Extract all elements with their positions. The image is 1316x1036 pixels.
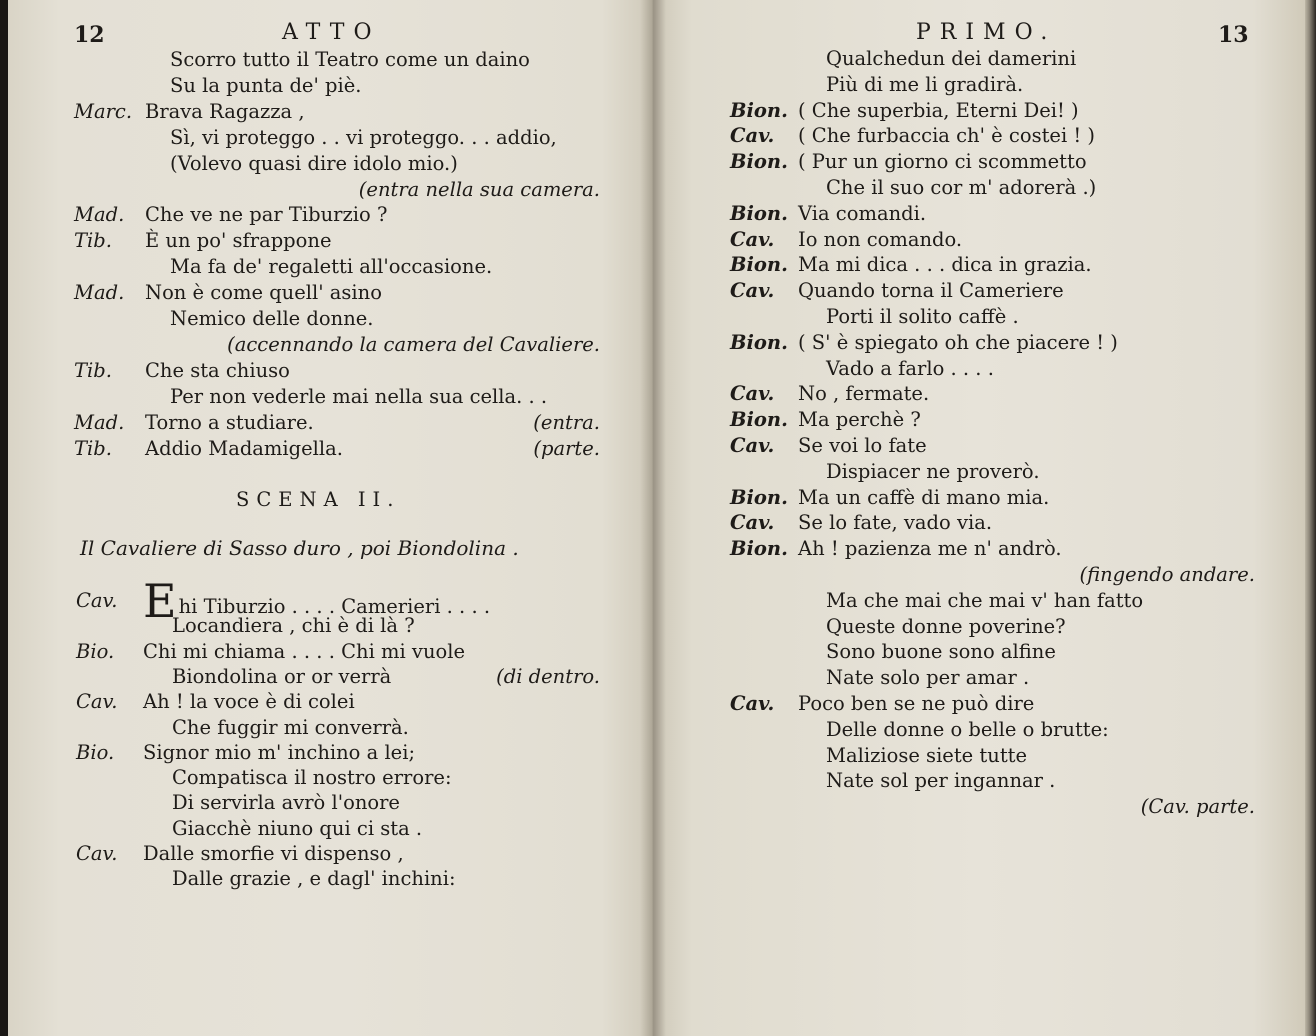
verse-line: Nate sol per ingannar . [826, 769, 1056, 793]
verse-line: Biondolina or or verrà [172, 664, 392, 688]
right-edge [1305, 0, 1316, 1036]
stage-direction: (parte. [533, 436, 600, 460]
verse-line: Dispiacer ne proverò. [826, 459, 1040, 483]
verse-line: Di servirla avrò l'onore [172, 791, 400, 815]
verse-line: Che sta chiuso [145, 358, 290, 382]
verse-line: Porti il solito caffè . [826, 305, 1019, 328]
speaker-label: Bion. [730, 485, 788, 509]
page-number-right: 13 [1218, 22, 1249, 48]
speaker-label: Cav. [730, 382, 775, 406]
verse-line: ( Che superbia, Eterni Dei! ) [798, 98, 1079, 122]
verse-line: È un po' sfrappone [145, 229, 332, 253]
verse-line: Chi mi chiama . . . . Chi mi vuole [143, 639, 466, 663]
speaker-label: Tib. [74, 358, 112, 382]
running-header-right: PRIMO. [916, 20, 1057, 45]
verse-line: Più di me li gradirà. [826, 72, 1024, 96]
verse-line: Qualchedun dei damerini [826, 47, 1077, 70]
stage-direction: (entra nella sua camera. [358, 177, 600, 201]
verse-line: ( S' è spiegato oh che piacere ! ) [798, 330, 1118, 354]
speaker-label: Cav. [730, 124, 775, 148]
verse-line: No , fermate. [798, 382, 930, 406]
speaker-label: Marc. [74, 99, 133, 123]
verse-line: Giacchè niuno qui ci sta . [172, 816, 423, 840]
verse-line: Su la punta de' piè. [170, 73, 362, 97]
speaker-label: Bio. [76, 740, 115, 764]
verse-line: ( Che furbaccia ch' è costei ! ) [798, 124, 1096, 148]
verse-line: Che ve ne par Tiburzio ? [145, 203, 388, 227]
speaker-label: Bion. [730, 408, 788, 432]
speaker-label: Bion. [730, 150, 788, 174]
stage-direction: (fingendo andare. [1079, 563, 1255, 586]
speaker-label: Mad. [74, 281, 125, 305]
verse-line: Per non vederle mai nella sua cella. . . [170, 384, 548, 408]
speaker-label: Bion. [730, 98, 788, 122]
scene-title: SCENA II. [236, 488, 401, 511]
verse-line: Sì, vi proteggo . . vi proteggo. . . addio, [170, 125, 557, 149]
verse-line: Che il suo cor m' adorerà .) [826, 176, 1097, 199]
verse-line: Nemico delle donne. [170, 307, 374, 330]
stage-direction: (Cav. parte. [1140, 795, 1255, 819]
verse-line: Sono buone sono alfine [826, 640, 1056, 664]
cast-line: Il Cavaliere di Sasso duro , poi Biondolina . [80, 536, 519, 560]
verse-line: Addio Madamigella. [145, 436, 343, 460]
book-gutter [640, 0, 666, 1036]
verse-line: Signor mio m' inchino a lei; [143, 740, 416, 764]
speaker-label: Mad. [74, 410, 125, 434]
verse-line: Dalle grazie , e dagl' inchini: [172, 867, 456, 891]
verse-line: Queste donne poverine? [826, 614, 1066, 638]
verse-line: Quando torna il Cameriere [798, 279, 1064, 303]
speaker-label: Bion. [730, 201, 788, 225]
speaker-label: Cav. [730, 692, 775, 715]
page-number-left: 12 [74, 22, 105, 48]
verse-line: Ma fa de' regaletti all'occasione. [170, 255, 493, 279]
verse-line: Brava Ragazza , [145, 99, 305, 123]
running-header-left: ATTO [282, 20, 381, 45]
speaker-label: Cav. [730, 227, 775, 251]
verse-line: Delle donne o belle o brutte: [826, 717, 1109, 741]
verse-line: (Volevo quasi dire idolo mio.) [170, 151, 458, 175]
speaker-label: Tib. [74, 229, 112, 253]
verse-line: Scorro tutto il Teatro come un daino [170, 48, 530, 71]
verse-line: Torno a studiare. [145, 410, 314, 434]
stage-direction: (entra. [533, 410, 600, 434]
speaker-label: Cav. [730, 434, 775, 457]
speaker-label: Bion. [730, 253, 788, 277]
speaker-label: Cav. [730, 279, 775, 303]
stage-direction: (accennando la camera del Cavaliere. [227, 332, 600, 356]
verse-line: Se voi lo fate [798, 434, 927, 457]
verse-line: Maliziose siete tutte [826, 743, 1028, 767]
verse-line: Locandiera , chi è di là ? [172, 614, 415, 638]
verse-line: Io non comando. [798, 227, 963, 251]
speaker-label: Cav. [730, 511, 775, 535]
verse-line: Dalle smorfie vi dispenso , [143, 842, 404, 865]
speaker-label: Mad. [74, 203, 125, 227]
speaker-label: Bio. [76, 639, 115, 663]
verse-line: Ma mi dica . . . dica in grazia. [798, 253, 1092, 277]
verse-line: ( Pur un giorno ci scommetto [798, 150, 1087, 174]
verse-line: Ma un caffè di mano mia. [798, 485, 1050, 509]
verse-line: Poco ben se ne può dire [798, 692, 1035, 715]
speaker-label: Cav. [76, 589, 118, 612]
speaker-label: Bion. [730, 537, 788, 561]
speaker-label: Bion. [730, 330, 788, 354]
speaker-label: Tib. [74, 436, 112, 460]
verse-line: Vado a farlo . . . . [826, 356, 994, 380]
verse-line: Ah ! la voce è di colei [143, 690, 355, 714]
speaker-label: Cav. [76, 690, 118, 714]
verse-line: Via comandi. [798, 201, 927, 225]
verse-line: Non è come quell' asino [145, 281, 382, 305]
drop-cap: E [143, 574, 177, 628]
verse-line: Ah ! pazienza me n' andrò. [798, 537, 1062, 561]
verse-line: Nate solo per amar . [826, 666, 1030, 690]
verse-line: Ehi Tiburzio . . . . Camerieri . . . . [143, 574, 491, 628]
verse-line: Ma che mai che mai v' han fatto [826, 588, 1144, 612]
verse-line: Se lo fate, vado via. [798, 511, 993, 535]
verse-line: Che fuggir mi converrà. [172, 715, 409, 739]
verse-line: Ma perchè ? [798, 408, 921, 432]
stage-direction: (di dentro. [496, 664, 600, 688]
verse-line: Compatisca il nostro errore: [172, 766, 452, 790]
speaker-label: Cav. [76, 842, 118, 865]
left-edge [0, 0, 8, 1036]
